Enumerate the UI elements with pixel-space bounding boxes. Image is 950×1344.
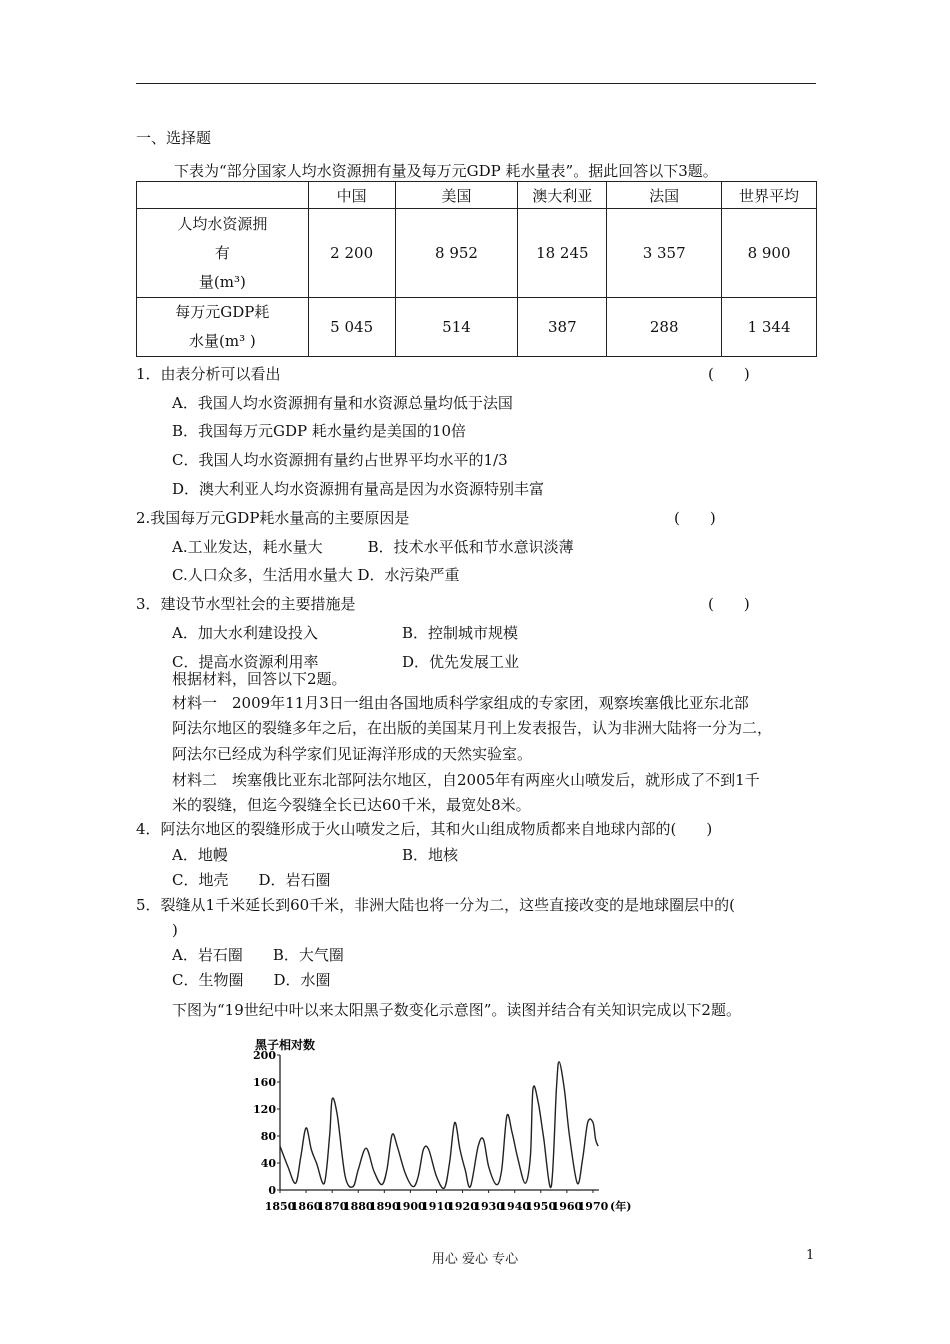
material1-line: 阿法尔地区的裂缝多年之后，在出版的美国某月刊上发表报告，认为非洲大陆将一分为二， [172, 719, 773, 737]
sunspot-chart [253, 1035, 658, 1215]
q3-option-c: C．提高水资源利用率 [172, 653, 319, 671]
q2-stem: 2.我国每万元GDP耗水量高的主要原因是 [136, 509, 410, 527]
figure-intro: 下图为“19世纪中叶以来太阳黑子数变化示意图”。读图并结合有关知识完成以下2题。 [172, 1001, 741, 1019]
q1-option-c: C．我国人均水资源拥有量约占世界平均水平的1/3 [172, 451, 508, 469]
x-tick-label: 1870 [316, 1200, 348, 1213]
q5-options-cd: C．生物圈 D．水圈 [172, 971, 331, 989]
q4-option-b: B．地核 [402, 846, 459, 864]
table-header-row [137, 182, 817, 209]
q3-option-a: A．加大水利建设投入 [172, 624, 318, 642]
y-tick-label: 80 [260, 1130, 276, 1143]
q5-stem: 5．裂缝从1千米延长到60千米，非洲大陆也将一分为二，这些直接改变的是地球圈层中的( [136, 896, 736, 914]
table-header-cell: 中国 [308, 182, 395, 209]
q1-option-b: B．我国每万元GDP 耗水量约是美国的10倍 [172, 422, 466, 440]
q5-stem-continued: ) [172, 921, 178, 939]
top-rule [136, 83, 816, 84]
q3-stem: 3．建设节水型社会的主要措施是 [136, 595, 356, 613]
table-cell: 288 [607, 298, 722, 357]
table-header-cell: 法国 [607, 182, 722, 209]
y-tick-label: 160 [253, 1076, 276, 1089]
row-label-line: 有 [214, 243, 230, 262]
table-cell: 8 900 [722, 209, 817, 298]
y-tick-label: 40 [260, 1157, 276, 1170]
table-cell: 18 245 [518, 209, 607, 298]
q2-options-cd: C.人口众多，生活用水量大 D．水污染严重 [172, 566, 460, 584]
table-cell: 387 [518, 298, 607, 357]
y-tick-label: 120 [253, 1103, 276, 1116]
material1-line: 阿法尔已经成为科学家们见证海洋形成的天然实验室。 [172, 745, 533, 763]
q4-options-cd: C．地壳 D．岩石圈 [172, 871, 331, 889]
row-label-line: 每万元GDP耗 [175, 303, 270, 321]
material1-line: 材料一 2009年11月3日一组由各国地质科学家组成的专家团，观察埃塞俄比亚东北部 [172, 694, 749, 712]
q1-option-d: D．澳大利亚人均水资源拥有量高是因为水资源特别丰富 [172, 480, 545, 498]
table-cell: 1 344 [722, 298, 817, 357]
q1-option-a: A．我国人均水资源拥有量和水资源总量均低于法国 [172, 394, 513, 412]
x-axis-label: (年) [610, 1200, 632, 1213]
page-number: 1 [806, 1248, 815, 1263]
x-tick-label: 1940 [499, 1200, 531, 1213]
sunspot-series-line [280, 1062, 598, 1189]
row-label-water-per-capita [137, 209, 309, 298]
section-title: 一、选择题 [136, 129, 212, 147]
x-tick-label: 1850 [264, 1200, 296, 1213]
table-row [137, 298, 817, 357]
material-intro: 根据材料，回答以下2题。 [172, 670, 347, 688]
table-header-cell: 美国 [395, 182, 518, 209]
q3-option-b: B．控制城市规模 [402, 624, 519, 642]
table-cell: 5 045 [308, 298, 395, 357]
table-cell: 514 [395, 298, 518, 357]
x-tick-label: 1880 [342, 1200, 374, 1213]
water-resources-table [136, 181, 817, 357]
table-header-cell: 澳大利亚 [518, 182, 607, 209]
y-tick-label: 0 [268, 1184, 276, 1197]
q4-option-a: A．地幔 [172, 846, 228, 864]
x-tick-label: 1950 [525, 1200, 557, 1213]
q2-options-ab: A.工业发达，耗水量大 B．技术水平低和节水意识淡薄 [172, 538, 574, 556]
q5-options-ab: A．岩石圈 B．大气圈 [172, 946, 344, 964]
material2-line: 材料二 埃塞俄比亚东北部阿法尔地区，自2005年有两座火山喷发后，就形成了不到1千 [172, 771, 760, 789]
x-tick-label: 1920 [447, 1200, 478, 1213]
x-tick-label: 1860 [290, 1200, 322, 1213]
table-row [137, 209, 817, 298]
x-tick-label: 1970 [577, 1200, 609, 1213]
x-tick-label: 1910 [421, 1200, 452, 1213]
x-tick-label: 1930 [473, 1200, 504, 1213]
x-tick-label: 1960 [551, 1200, 583, 1213]
table-cell: 8 952 [395, 209, 518, 298]
row-label-line: 水量(m³ ) [189, 332, 256, 350]
table-cell: 3 357 [607, 209, 722, 298]
q4-stem: 4．阿法尔地区的裂缝形成于火山喷发之后，其和火山组成物质都来自地球内部的( ) [136, 820, 713, 838]
table-intro: 下表为“部分国家人均水资源拥有量及每万元GDP 耗水量表”。据此回答以下3题。 [174, 162, 718, 180]
x-tick-label: 1900 [395, 1200, 426, 1213]
x-tick-label: 1890 [369, 1200, 400, 1213]
footer-text: 用心 爱心 专心 [431, 1252, 519, 1267]
row-label-water-per-gdp [137, 298, 309, 357]
material2-line: 米的裂缝，但迄今裂缝全长已达60千米，最宽处8米。 [172, 796, 531, 814]
table-cell: 2 200 [308, 209, 395, 298]
q3-option-d: D．优先发展工业 [402, 653, 520, 671]
q1-answer-paren: ( ) [708, 365, 750, 383]
row-label-line: 人均水资源拥 [177, 214, 268, 233]
table-header-cell: 世界平均 [722, 182, 817, 209]
q2-answer-paren: ( ) [674, 509, 716, 527]
q1-stem: 1．由表分析可以看出 [136, 365, 281, 383]
y-tick-label: 200 [253, 1049, 276, 1062]
y-axis-label: 黑子相对数 [255, 1038, 316, 1052]
table-header-cell [137, 182, 309, 209]
q3-answer-paren: ( ) [708, 595, 750, 613]
row-label-line: 量(m³) [198, 272, 246, 291]
